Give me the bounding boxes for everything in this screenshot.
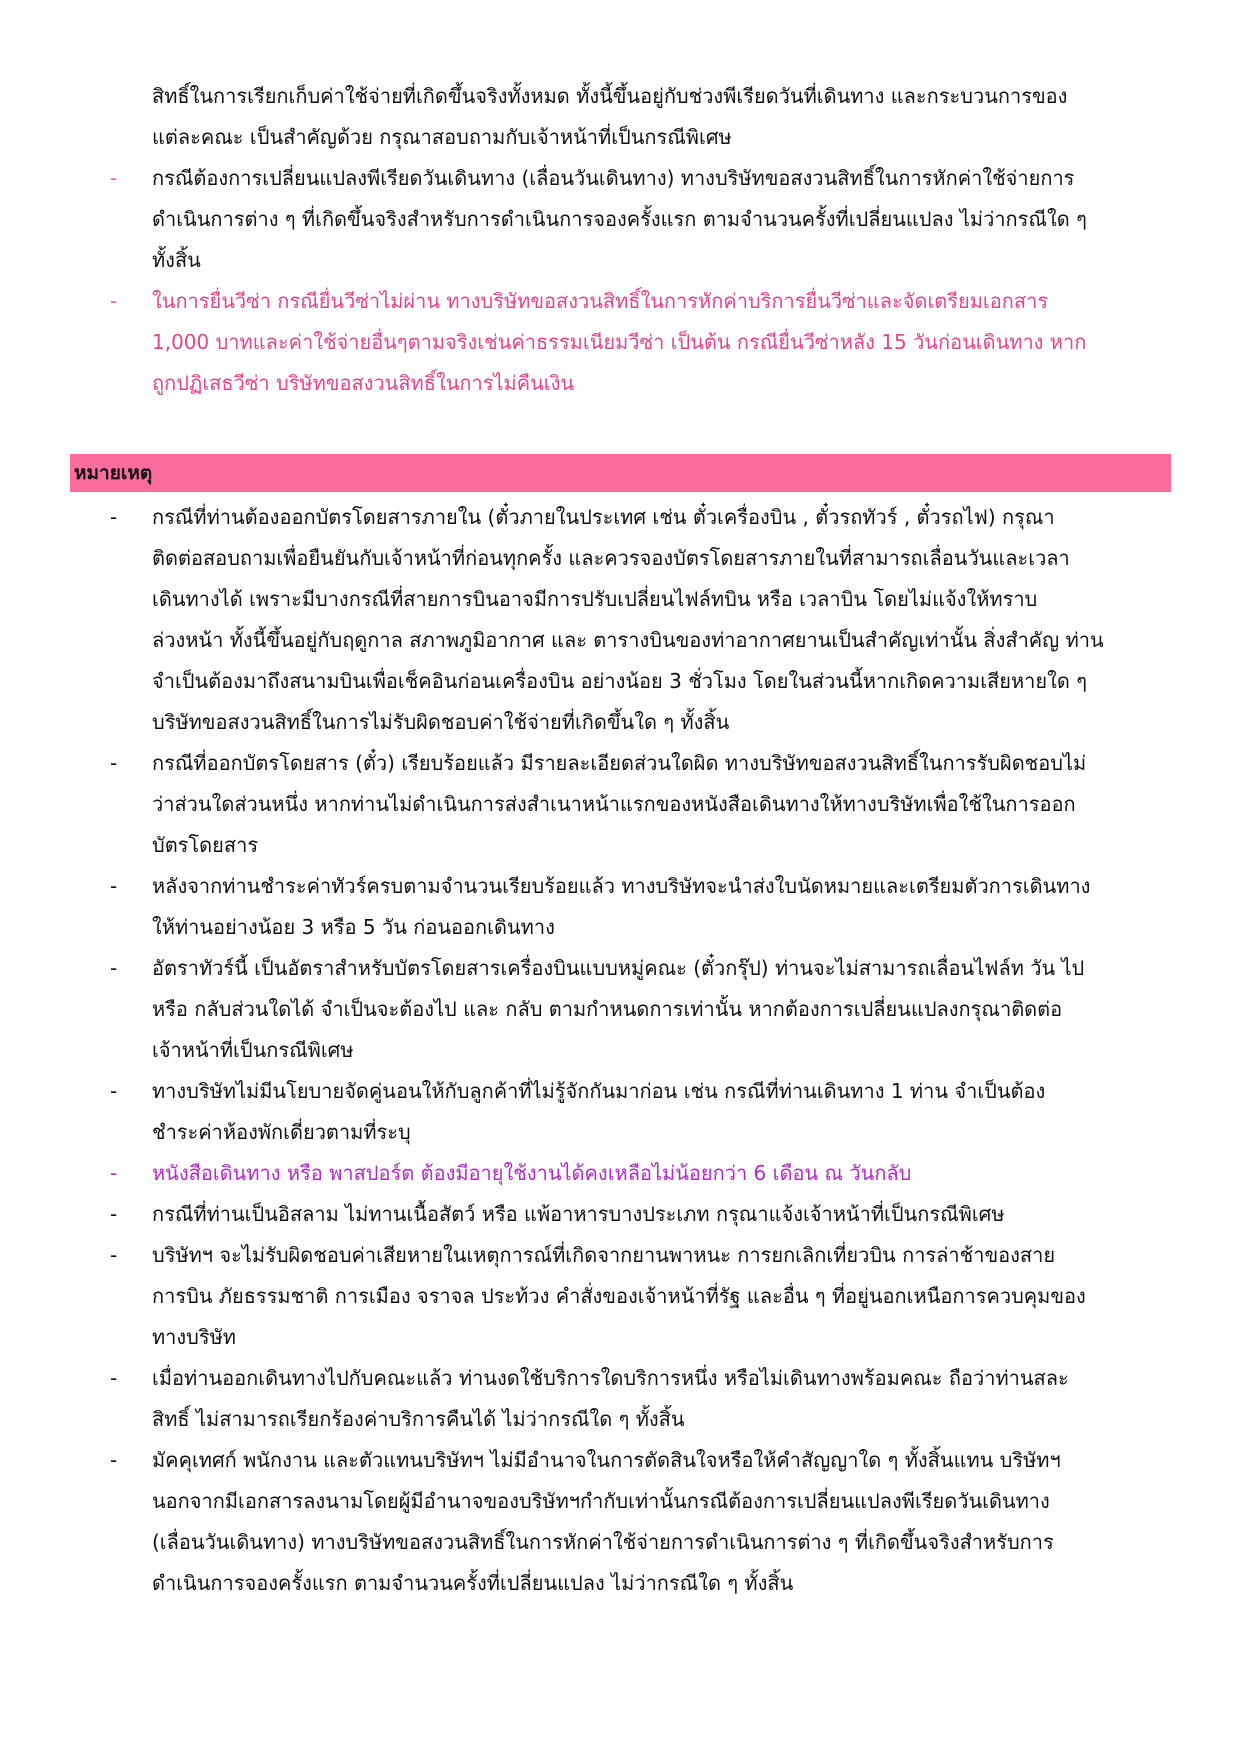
- item-line: ดำเนินการต่าง ๆ ที่เกิดขึ้นจริงสำหรับการดำเนินการจองครั้งแรก ตามจำนวนครั้งที่เปลี่ยนแปลง ไม่ว่ากรณีใด ๆ: [152, 207, 1087, 231]
- item-line: เมื่อท่านออกเดินทางไปกับคณะแล้ว ท่านงดใช้บริการใดบริการหนึ่ง หรือไม่เดินทางพร้อมคณะ ถือว่าท่านสละ: [152, 1366, 1069, 1390]
- item-line: เดินทางได้ เพราะมีบางกรณีที่สายการบินอาจมีการปรับเปลี่ยนไฟล์ทบิน หรือ เวลาบิน โดยไม่แจ้งให้ทราบ: [152, 587, 1038, 611]
- item-line: ติดต่อสอบถามเพื่อยืนยันกับเจ้าหน้าที่ก่อนทุกครั้ง และควรจองบัตรโดยสารภายในที่สามารถเลื่อนวันและเวลา: [152, 546, 1070, 570]
- bullet-dash: -: [110, 1202, 118, 1226]
- list-item: [110, 866, 1170, 948]
- list-item: [110, 1358, 1170, 1440]
- item-line: สิทธิ์ ไม่สามารถเรียกร้องค่าบริการคืนได้ ไม่ว่ากรณีใด ๆ ทั้งสิ้น: [152, 1407, 685, 1431]
- item-line: หนังสือเดินทาง หรือ พาสปอร์ต ต้องมีอายุใช้งานได้คงเหลือไม่น้อยกว่า 6 เดือน ณ วันกลับ: [152, 1161, 912, 1185]
- item-line: ดำเนินการจองครั้งแรก ตามจำนวนครั้งที่เปลี่ยนแปลง ไม่ว่ากรณีใด ๆ ทั้งสิ้น: [152, 1571, 794, 1595]
- list-item: [110, 948, 1170, 1071]
- bullet-dash: -: [110, 1161, 118, 1185]
- item-line: ทั้งสิ้น: [152, 248, 201, 272]
- item-line: อัตราทัวร์นี้ เป็นอัตราสำหรับบัตรโดยสารเครื่องบินแบบหมู่คณะ (ตั๋วกรุ๊ป) ท่านจะไม่สามารถเลื่อนไฟล์ท วัน ไป: [152, 956, 1085, 980]
- notes-list: [110, 497, 1170, 1604]
- list-item: [110, 1440, 1170, 1604]
- list-item: [110, 1235, 1170, 1358]
- item-line: นอกจากมีเอกสารลงนามโดยผู้มีอำนาจของบริษัทฯกำกับเท่านั้นกรณีต้องการเปลี่ยนแปลงพีเรียดวันเดินทาง: [152, 1489, 1050, 1513]
- list-item: [110, 497, 1170, 743]
- bullet-dash: -: [110, 956, 118, 980]
- passport-validity-item: [110, 1153, 1170, 1194]
- bullet-dash: -: [110, 505, 118, 529]
- item-line: ชำระค่าห้องพักเดี่ยวตามที่ระบุ: [152, 1120, 411, 1144]
- continuation-line: สิทธิ์ในการเรียกเก็บค่าใช้จ่ายที่เกิดขึ้นจริงทั้งหมด ทั้งนี้ขึ้นอยู่กับช่วงพีเรียดวันที่เดินทาง และกระบวนการของ: [152, 84, 1068, 108]
- visa-policy-item: [110, 281, 1170, 404]
- item-line: (เลื่อนวันเดินทาง) ทางบริษัทขอสงวนสิทธิ์ในการหักค่าใช้จ่ายการดำเนินการต่าง ๆ ที่เกิดขึ้นจริงสำหรับการ: [152, 1530, 1054, 1554]
- list-item: [110, 743, 1170, 866]
- item-line: บริษัทขอสงวนสิทธิ์ในการไม่รับผิดชอบค่าใช้จ่ายที่เกิดขึ้นใด ๆ ทั้งสิ้น: [152, 710, 730, 734]
- list-item: [110, 1071, 1170, 1153]
- item-line: เจ้าหน้าที่เป็นกรณีพิเศษ: [152, 1038, 354, 1062]
- item-line: กรณีต้องการเปลี่ยนแปลงพีเรียดวันเดินทาง (เลื่อนวันเดินทาง) ทางบริษัทขอสงวนสิทธิ์ในการหักค่าใช้จ่ายการ: [152, 166, 1075, 190]
- bullet-dash: -: [110, 1243, 118, 1267]
- item-line: 1,000 บาทและค่าใช้จ่ายอื่นๆตามจริงเช่นค่าธรรมเนียมวีซ่า เป็นต้น กรณียื่นวีซ่าหลัง 15 วันก่อนเดินทาง หาก: [152, 330, 1087, 354]
- item-line: มัคคุเทศก์ พนักงาน และตัวแทนบริษัทฯ ไม่มีอำนาจในการตัดสินใจหรือให้คำสัญญาใด ๆ ทั้งสิ้นแทน บริษัทฯ: [152, 1448, 1061, 1472]
- item-line: จำเป็นต้องมาถึงสนามบินเพื่อเช็คอินก่อนเครื่องบิน อย่างน้อย 3 ชั่วโมง โดยในส่วนนี้หากเกิดความเสียหายใด ๆ: [152, 669, 1087, 693]
- bullet-dash: -: [110, 1079, 118, 1103]
- item-line: หลังจากท่านชำระค่าทัวร์ครบตามจำนวนเรียบร้อยแล้ว ทางบริษัทจะนำส่งใบนัดหมายและเตรียมตัวการเดินทาง: [152, 874, 1091, 898]
- item-line: บริษัทฯ จะไม่รับผิดชอบค่าเสียหายในเหตุการณ์ที่เกิดจากยานพาหนะ การยกเลิกเที่ยวบิน การล่าช้าของสาย: [152, 1243, 1056, 1267]
- item-line: กรณีที่ท่านต้องออกบัตรโดยสารภายใน (ตั๋วภายในประเทศ เช่น ตั๋วเครื่องบิน , ตั๋วรถทัวร์ , ตั๋วรถไฟ) กรุณา: [152, 505, 1055, 529]
- bullet-dash: -: [110, 751, 118, 775]
- item-line: ทางบริษัท: [152, 1325, 236, 1349]
- continuation-line: แต่ละคณะ เป็นสำคัญด้วย กรุณาสอบถามกับเจ้าหน้าที่เป็นกรณีพิเศษ: [152, 125, 732, 149]
- item-line: การบิน ภัยธรรมชาติ การเมือง จราจล ประท้วง คำสั่งของเจ้าหน้าที่รัฐ และอื่น ๆ ที่อยู่นอกเหนือการควบคุมของ: [152, 1284, 1086, 1308]
- item-line: ล่วงหน้า ทั้งนี้ขึ้นอยู่กับฤดูกาล สภาพภูมิอากาศ และ ตารางบินของท่าอากาศยานเป็นสำคัญเท่านั้น สิ่งสำคัญ ท่าน: [152, 628, 1104, 652]
- notes-heading: หมายเหตุ: [70, 454, 1171, 492]
- bullet-dash: -: [110, 289, 118, 313]
- item-line: บัตรโดยสาร: [152, 833, 259, 857]
- item-line: ทางบริษัทไม่มีนโยบายจัดคู่นอนให้กับลูกค้าที่ไม่รู้จักกันมาก่อน เช่น กรณีที่ท่านเดินทาง 1 ท่าน จำเป็นต้อง: [152, 1079, 1046, 1103]
- item-line: กรณีที่ท่านเป็นอิสลาม ไม่ทานเนื้อสัตว์ หรือ แพ้อาหารบางประเภท กรุณาแจ้งเจ้าหน้าที่เป็นกรณีพิเศษ: [152, 1202, 1005, 1226]
- item-line: ถูกปฏิเสธวีซ่า บริษัทขอสงวนสิทธิ์ในการไม่คืนเงิน: [152, 371, 575, 395]
- item-line: ให้ท่านอย่างน้อย 3 หรือ 5 วัน ก่อนออกเดินทาง: [152, 915, 555, 939]
- item-line: กรณีที่ออกบัตรโดยสาร (ตั๋ว) เรียบร้อยแล้ว มีรายละเอียดส่วนใดผิด ทางบริษัทขอสงวนสิทธิ์ในการรับผิดชอบไม่: [152, 751, 1087, 775]
- list-item: [110, 158, 1170, 281]
- cancellation-policy-section: [110, 76, 1170, 404]
- item-line: ในการยื่นวีซ่า กรณียื่นวีซ่าไม่ผ่าน ทางบริษัทขอสงวนสิทธิ์ในการหักค่าบริการยื่นวีซ่าและจัดเตรียมเอกสาร: [152, 289, 1049, 313]
- bullet-dash: -: [110, 1366, 118, 1390]
- bullet-dash: -: [110, 166, 118, 190]
- item-line: หรือ กลับส่วนใดได้ จำเป็นจะต้องไป และ กลับ ตามกำหนดการเท่านั้น หากต้องการเปลี่ยนแปลงกรุณาติดต่อ: [152, 997, 1063, 1021]
- list-item: [110, 1194, 1170, 1235]
- bullet-dash: -: [110, 874, 118, 898]
- item-line: ว่าส่วนใดส่วนหนึ่ง หากท่านไม่ดำเนินการส่งสำเนาหน้าแรกของหนังสือเดินทางให้ทางบริษัทเพื่อใช้ในการออก: [152, 792, 1076, 816]
- bullet-dash: -: [110, 1448, 118, 1472]
